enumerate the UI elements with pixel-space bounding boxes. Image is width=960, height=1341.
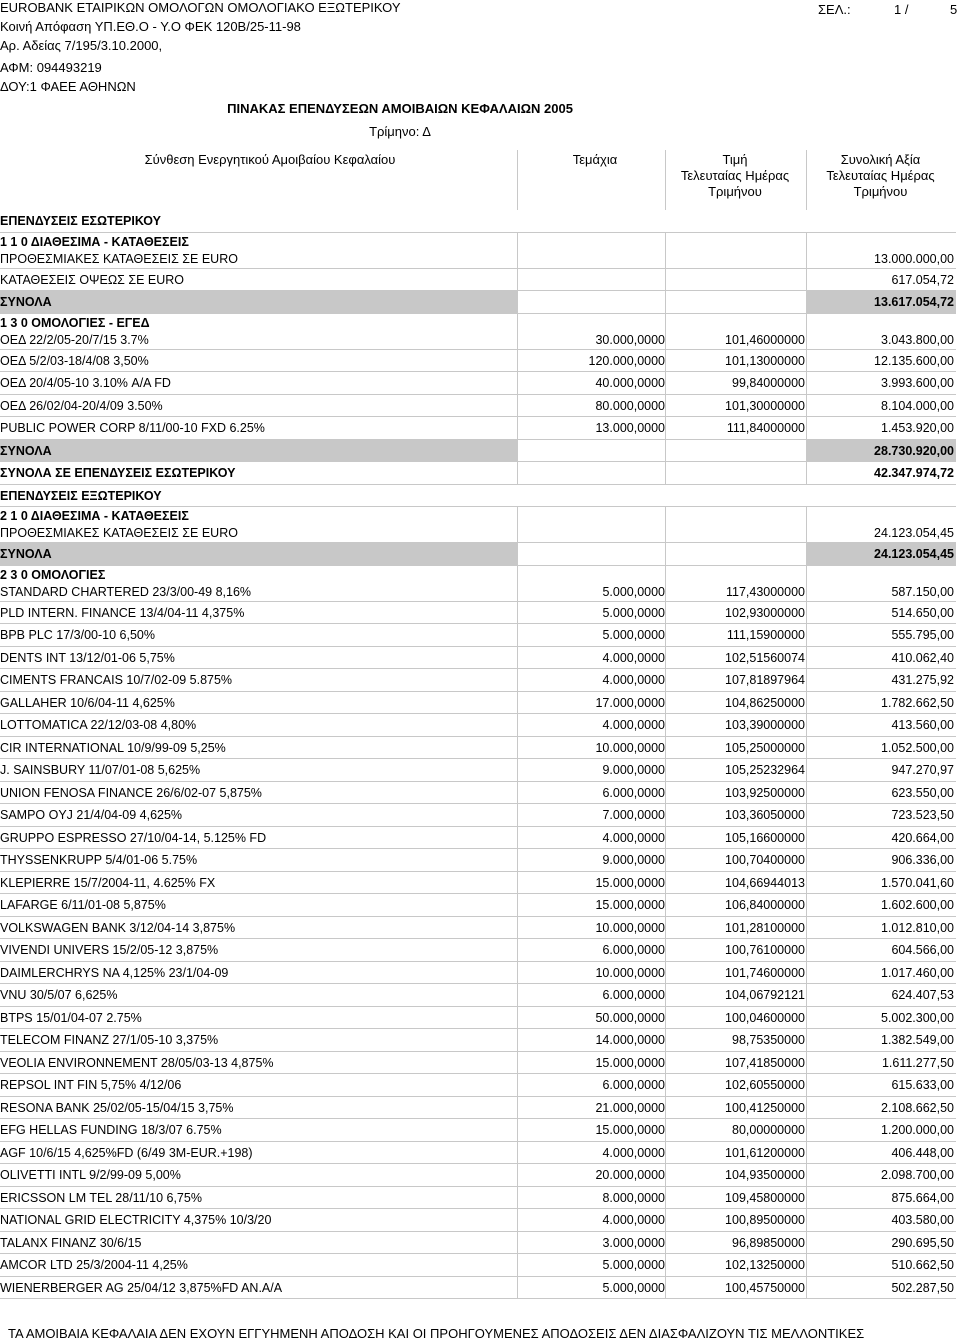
value-cell: 604.566,00 [891, 943, 954, 957]
table-row [0, 1277, 956, 1300]
fund-name: EUROBANK ΕΤΑΙΡΙΚΩΝ ΟΜΟΛΟΓΩΝ ΟΜΟΛΟΓΙΑΚΟ ΕΞΩΤΕΡΙΚΟΥ [0, 0, 401, 15]
col-header-price [665, 152, 805, 200]
row-description [0, 316, 150, 348]
value-cell: 2.098.700,00 [881, 1168, 954, 1182]
document-subtitle [0, 124, 960, 139]
col-header-price-line1: Τιμή [722, 152, 748, 167]
table-row [0, 669, 956, 692]
units-cell: 40.000,0000 [595, 376, 665, 390]
price-cell: 104,86250000 [725, 695, 805, 710]
value-cell: 28.730.920,00 [874, 443, 954, 458]
row-description: DENTS INT 13/12/01-06 5,75% [0, 650, 175, 665]
units-cell: 4.000,0000 [602, 650, 665, 665]
row-description: THYSSENKRUPP 5/4/01-06 5.75% [0, 853, 198, 867]
subtotal-row [0, 543, 956, 566]
value-cell: 1.017.460,00 [881, 965, 954, 980]
value-cell: 406.448,00 [891, 1145, 954, 1160]
price-cell: 96,89850000 [732, 1235, 805, 1250]
table-row [0, 647, 956, 670]
row-description [0, 509, 238, 541]
units-cell: 5.000,0000 [602, 584, 665, 599]
table-row [0, 1254, 956, 1277]
price-cell: 102,13250000 [725, 1258, 805, 1272]
row-description: ΚΑΤΑΘΕΣΕΙΣ ΟΨΕΩΣ ΣΕ EURO [0, 272, 185, 287]
category-title: 2 3 0 ΟΜΟΛΟΓΙΕΣ [0, 567, 106, 582]
price-cell: 100,76100000 [725, 943, 805, 957]
units-cell: 3.000,0000 [602, 1235, 665, 1250]
value-cell: 13.617.054,72 [874, 295, 954, 309]
value-cell: 290.695,50 [891, 1235, 954, 1250]
price-cell: 100,04600000 [725, 1010, 805, 1025]
value-cell: 1.052.500,00 [881, 740, 954, 755]
row-description [0, 568, 251, 600]
value-cell: 24.123.054,45 [874, 547, 954, 561]
value-cell: 5.002.300,00 [881, 1010, 954, 1025]
table-row [0, 372, 956, 395]
value-cell: 623.550,00 [891, 785, 954, 800]
row-description: VEOLIA ENVIRONNEMENT 28/05/03-13 4,875% [0, 1055, 274, 1070]
row-description: ΣΥΝΟΛΑ [0, 295, 52, 309]
row-description: ΣΥΝΟΛΑ ΣΕ ΕΠΕΝΔΥΣΕΙΣ ΕΣΩΤΕΡΙΚΟΥ [0, 466, 236, 480]
value-cell: 502.287,50 [891, 1280, 954, 1295]
units-cell: 10.000,0000 [595, 965, 665, 980]
col-header-total [808, 152, 953, 200]
holdings-table [0, 210, 956, 1299]
value-cell: 431.275,92 [891, 673, 954, 687]
units-cell: 15.000,0000 [595, 1055, 665, 1070]
units-cell: 80.000,0000 [595, 398, 665, 413]
row-description: VOLKSWAGEN BANK 3/12/04-14 3,875% [0, 920, 236, 935]
units-cell: 9.000,0000 [602, 763, 665, 777]
value-cell: 403.580,00 [891, 1213, 954, 1227]
value-cell: 510.662,50 [891, 1258, 954, 1272]
section-heading-row [0, 485, 956, 508]
category-first-item: STANDARD CHARTERED 23/3/00-49 8,16% [0, 584, 252, 599]
ministerial-decision: Κοινή Απόφαση ΥΠ.ΕΘ.Ο - Υ.Ο ΦΕΚ 120Β/25-11-98 [0, 19, 301, 34]
col-header-price-line2: Τελευταίας Ημέρας [680, 168, 790, 183]
row-description: ΕΠΕΝΔΥΣΕΙΣ ΕΞΩΤΕΡΙΚΟΥ [0, 488, 162, 503]
category-row [0, 507, 956, 543]
table-row [0, 1029, 956, 1052]
table-row [0, 1007, 956, 1030]
value-cell: 615.633,00 [891, 1078, 954, 1092]
row-description: TALANX FINANZ 30/6/15 [0, 1235, 142, 1250]
value-cell: 1.611.277,50 [881, 1055, 954, 1070]
value-cell: 3.993.600,00 [881, 376, 954, 390]
table-row [0, 827, 956, 850]
row-description: BPB PLC 17/3/00-10 6,50% [0, 628, 155, 642]
value-cell: 1.602.600,00 [881, 898, 954, 912]
value-cell: 413.560,00 [891, 718, 954, 732]
price-cell: 102,60550000 [725, 1078, 805, 1092]
table-row [0, 714, 956, 737]
page-label: ΣΕΛ.: [818, 2, 851, 17]
price-cell: 100,41250000 [725, 1100, 805, 1115]
value-cell: 617.054,72 [891, 272, 954, 287]
col-header-total-line2: Τελευταίας Ημέρας [826, 168, 935, 183]
row-description: ΟΕΔ 26/02/04-20/4/09 3.50% [0, 398, 163, 413]
value-cell: 1.453.920,00 [881, 421, 954, 435]
price-cell: 109,45800000 [725, 1190, 805, 1205]
value-cell: 906.336,00 [891, 853, 954, 867]
units-cell: 20.000,0000 [595, 1168, 665, 1182]
units-cell: 13.000,0000 [595, 421, 665, 435]
row-description: GALLAHER 10/6/04-11 4,625% [0, 695, 175, 710]
row-description: SAMPO OYJ 21/4/04-09 4,625% [0, 808, 183, 822]
table-row [0, 1119, 956, 1142]
category-first-item: ΠΡΟΘΕΣΜΙΑΚΕΣ ΚΑΤΑΘΕΣΕΙΣ ΣΕ EURO [0, 251, 238, 266]
units-cell: 17.000,0000 [595, 695, 665, 710]
price-cell: 105,25232964 [725, 763, 805, 777]
row-description: OLIVETTI INTL 9/2/99-09 5,00% [0, 1168, 181, 1182]
tax-office: ΔΟΥ:1 ΦΑΕΕ ΑΘΗΝΩΝ [0, 79, 136, 94]
row-description: J. SAINSBURY 11/07/01-08 5,625% [0, 763, 201, 777]
price-cell: 101,30000000 [725, 398, 805, 413]
price-cell: 101,28100000 [725, 920, 805, 935]
row-description: CIMENTS FRANCAIS 10/7/02-09 5.875% [0, 673, 233, 687]
units-cell: 4.000,0000 [602, 673, 665, 687]
units-cell: 14.000,0000 [595, 1033, 665, 1047]
price-cell: 80,00000000 [732, 1123, 805, 1137]
price-cell: 101,46000000 [725, 332, 805, 347]
table-row [0, 1142, 956, 1165]
table-row [0, 804, 956, 827]
value-cell: 947.270,97 [891, 763, 954, 777]
units-cell: 5.000,0000 [602, 1258, 665, 1272]
row-description: GRUPPO ESPRESSO 27/10/04-14, 5.125% FD [0, 830, 267, 845]
table-row [0, 917, 956, 940]
table-row [0, 737, 956, 760]
units-cell: 7.000,0000 [602, 808, 665, 822]
price-cell: 100,70400000 [725, 853, 805, 867]
row-description: ΕΠΕΝΔΥΣΕΙΣ ΕΣΩΤΕΡΙΚΟΥ [0, 214, 162, 228]
category-title: 1 3 0 ΟΜΟΛΟΓΙΕΣ - ΕΓΕΔ [0, 315, 150, 330]
row-description: ΟΕΔ 20/4/05-10 3.10% A/A FD [0, 376, 171, 390]
price-cell: 104,66944013 [725, 875, 805, 890]
value-cell: 514.650,00 [891, 605, 954, 620]
license-number: Αρ. Αδείας 7/195/3.10.2000, [0, 38, 163, 53]
price-cell: 101,13000000 [725, 353, 805, 368]
value-cell: 8.104.000,00 [881, 398, 954, 413]
price-cell: 103,92500000 [725, 785, 805, 800]
units-cell: 15.000,0000 [595, 875, 665, 890]
value-cell: 875.664,00 [891, 1190, 954, 1205]
price-cell: 102,51560074 [725, 650, 805, 665]
units-cell: 6.000,0000 [602, 988, 665, 1002]
units-cell: 8.000,0000 [602, 1190, 665, 1205]
row-description [0, 235, 238, 267]
units-cell: 50.000,0000 [595, 1010, 665, 1025]
tax-id: ΑΦΜ: 094493219 [0, 60, 102, 75]
row-description: LAFARGE 6/11/01-08 5,875% [0, 898, 166, 912]
category-first-item: ΠΡΟΘΕΣΜΙΑΚΕΣ ΚΑΤΑΘΕΣΕΙΣ ΣΕ EURO [0, 526, 238, 540]
value-cell: 555.795,00 [891, 628, 954, 642]
price-cell: 111,84000000 [726, 421, 805, 435]
table-row [0, 624, 956, 647]
row-description: ΣΥΝΟΛΑ [0, 547, 52, 561]
value-cell: 1.012.810,00 [881, 920, 954, 935]
document-subtitle-text: Τρίμηνο: Δ [369, 124, 431, 139]
row-description: VNU 30/5/07 6,625% [0, 988, 118, 1002]
price-cell: 105,25000000 [725, 740, 805, 755]
price-cell: 117,43000000 [725, 584, 805, 599]
table-row [0, 939, 956, 962]
grand-total-row [0, 462, 956, 485]
value-cell: 1.382.549,00 [881, 1033, 954, 1047]
table-row [0, 759, 956, 782]
value-cell: 1.782.662,50 [881, 695, 954, 710]
row-description: KLEPIERRE 15/7/2004-11, 4.625% FX [0, 875, 216, 890]
row-description: TELECOM FINANZ 27/1/05-10 3,375% [0, 1033, 219, 1047]
table-row [0, 269, 956, 292]
table-row [0, 984, 956, 1007]
units-cell: 5.000,0000 [602, 605, 665, 620]
document-title [0, 101, 960, 116]
row-description: WIENERBERGER AG 25/04/12 3,875%FD AN.A/A [0, 1280, 283, 1295]
value-cell: 24.123.054,45 [874, 526, 954, 540]
table-row [0, 692, 956, 715]
table-row [0, 417, 956, 440]
disclaimer-footer: ΤΑ ΑΜΟΙΒΑΙΑ ΚΕΦΑΛΑΙΑ ΔΕΝ ΕΧΟΥΝ ΕΓΓΥΗΜΕΝΗ ΑΠΟΔΟΣΗ ΚΑΙ ΟΙ ΠΡΟΗΓΟΥΜΕΝΕΣ ΑΠΟΔΟΣΕΙΣ ΔΕΝ ΔΙΑΣΦΑΛΙΖΟΥΝ ΤΙΣ ΜΕΛΛΟΝΤΙΚΕΣ [8, 1326, 865, 1341]
row-description: REPSOL INT FIN 5,75% 4/12/06 [0, 1078, 182, 1092]
price-cell: 103,36050000 [725, 808, 805, 822]
price-cell: 107,41850000 [725, 1055, 805, 1070]
table-row [0, 782, 956, 805]
price-cell: 104,93500000 [725, 1168, 805, 1182]
subtotal-row [0, 440, 956, 463]
units-cell: 120.000,0000 [588, 353, 665, 368]
col-header-price-line3: Τριμήνου [708, 184, 762, 199]
price-cell: 102,93000000 [725, 605, 805, 620]
units-cell: 21.000,0000 [595, 1100, 665, 1115]
row-description: DAIMLERCHRYS NA 4,125% 23/1/04-09 [0, 965, 229, 980]
row-description: PUBLIC POWER CORP 8/11/00-10 FXD 6.25% [0, 421, 265, 435]
value-cell: 410.062,40 [891, 650, 954, 665]
units-cell: 4.000,0000 [602, 1145, 665, 1160]
price-cell: 104,06792121 [725, 988, 805, 1002]
value-cell: 12.135.600,00 [874, 353, 954, 368]
row-description: PLD INTERN. FINANCE 13/4/04-11 4,375% [0, 605, 245, 620]
category-title: 1 1 0 ΔΙΑΘΕΣΙΜΑ - ΚΑΤΑΘΕΣΕΙΣ [0, 234, 189, 249]
row-description: CIR INTERNATIONAL 10/9/99-09 5,25% [0, 740, 226, 755]
units-cell: 10.000,0000 [595, 740, 665, 755]
value-cell: 624.407,53 [891, 988, 954, 1002]
value-cell: 723.523,50 [891, 808, 954, 822]
table-row [0, 849, 956, 872]
col-header-units: Τεμάχια [572, 152, 618, 167]
row-description: ERICSSON LM TEL 28/11/10 6,75% [0, 1190, 202, 1205]
value-cell: 42.347.974,72 [874, 466, 954, 480]
value-cell: 420.664,00 [891, 830, 954, 845]
col-header-total-line1: Συνολική Αξία [840, 152, 921, 167]
units-cell: 10.000,0000 [595, 920, 665, 935]
row-description: ΣΥΝΟΛΑ [0, 443, 52, 458]
document-title-text: ΠΙΝΑΚΑΣ ΕΠΕΝΔΥΣΕΩΝ ΑΜΟΙΒΑΙΩΝ ΚΕΦΑΛΑΙΩΝ 2005 [227, 101, 573, 116]
category-row [0, 233, 956, 269]
page-total: 5 [950, 2, 958, 17]
price-cell: 101,74600000 [725, 965, 805, 980]
row-description: AMCOR LTD 25/3/2004-11 4,25% [0, 1258, 188, 1272]
units-cell: 6.000,0000 [602, 1078, 665, 1092]
price-cell: 103,39000000 [725, 718, 805, 732]
units-cell: 5.000,0000 [602, 628, 665, 642]
price-cell: 98,75350000 [732, 1033, 805, 1047]
value-cell: 587.150,00 [891, 584, 954, 599]
page-current: 1 / [894, 2, 909, 17]
row-description: AGF 10/6/15 4,625%FD (6/49 3M-EUR.+198) [0, 1145, 253, 1160]
row-description: ΟΕΔ 5/2/03-18/4/08 3,50% [0, 353, 149, 368]
value-cell: 1.200.000,00 [881, 1123, 954, 1137]
row-description: BTPS 15/01/04-07 2.75% [0, 1010, 142, 1025]
table-row [0, 395, 956, 418]
price-cell: 106,84000000 [725, 898, 805, 912]
row-description: EFG HELLAS FUNDING 18/3/07 6.75% [0, 1123, 222, 1137]
value-cell: 1.570.041,60 [881, 875, 954, 890]
units-cell: 5.000,0000 [602, 1280, 665, 1295]
price-cell: 105,16600000 [725, 830, 805, 845]
units-cell: 4.000,0000 [602, 1213, 665, 1227]
units-cell: 9.000,0000 [602, 853, 665, 867]
table-row [0, 1164, 956, 1187]
section-heading-row [0, 210, 956, 233]
subtotal-row [0, 291, 956, 314]
table-row [0, 872, 956, 895]
row-description: RESONA BANK 25/02/05-15/04/15 3,75% [0, 1100, 234, 1115]
row-description: VIVENDI UNIVERS 15/2/05-12 3,875% [0, 943, 219, 957]
units-cell: 15.000,0000 [595, 898, 665, 912]
price-cell: 100,45750000 [725, 1280, 805, 1295]
row-description: LOTTOMATICA 22/12/03-08 4,80% [0, 718, 197, 732]
value-cell: 2.108.662,50 [881, 1100, 954, 1115]
value-cell: 3.043.800,00 [881, 332, 954, 347]
units-cell: 6.000,0000 [602, 943, 665, 957]
category-row [0, 314, 956, 350]
col-header-composition: Σύνθεση Ενεργητικού Αμοιβαίου Κεφαλαίου [144, 152, 396, 167]
price-cell: 111,15900000 [726, 628, 805, 642]
category-first-item: ΟΕΔ 22/2/05-20/7/15 3.7% [0, 332, 149, 347]
table-row [0, 1187, 956, 1210]
units-cell: 30.000,0000 [595, 332, 665, 347]
category-title: 2 1 0 ΔΙΑΘΕΣΙΜΑ - ΚΑΤΑΘΕΣΕΙΣ [0, 509, 189, 523]
table-row [0, 1097, 956, 1120]
table-row [0, 350, 956, 373]
table-row [0, 894, 956, 917]
price-cell: 107,81897964 [725, 673, 805, 687]
price-cell: 101,61200000 [725, 1145, 805, 1160]
table-row [0, 962, 956, 985]
units-cell: 15.000,0000 [595, 1123, 665, 1137]
row-description: UNION FENOSA FINANCE 26/6/02-07 5,875% [0, 785, 262, 800]
price-cell: 99,84000000 [732, 376, 805, 390]
row-description: NATIONAL GRID ELECTRICITY 4,375% 10/3/20 [0, 1213, 272, 1227]
units-cell: 6.000,0000 [602, 785, 665, 800]
category-row [0, 566, 956, 602]
table-row [0, 1052, 956, 1075]
units-cell: 4.000,0000 [602, 830, 665, 845]
table-row [0, 602, 956, 625]
col-header-total-line3: Τριμήνου [853, 184, 908, 199]
table-row [0, 1209, 956, 1232]
units-cell: 4.000,0000 [602, 718, 665, 732]
table-row [0, 1074, 956, 1097]
table-row [0, 1232, 956, 1255]
price-cell: 100,89500000 [725, 1213, 805, 1227]
value-cell: 13.000.000,00 [874, 251, 954, 266]
